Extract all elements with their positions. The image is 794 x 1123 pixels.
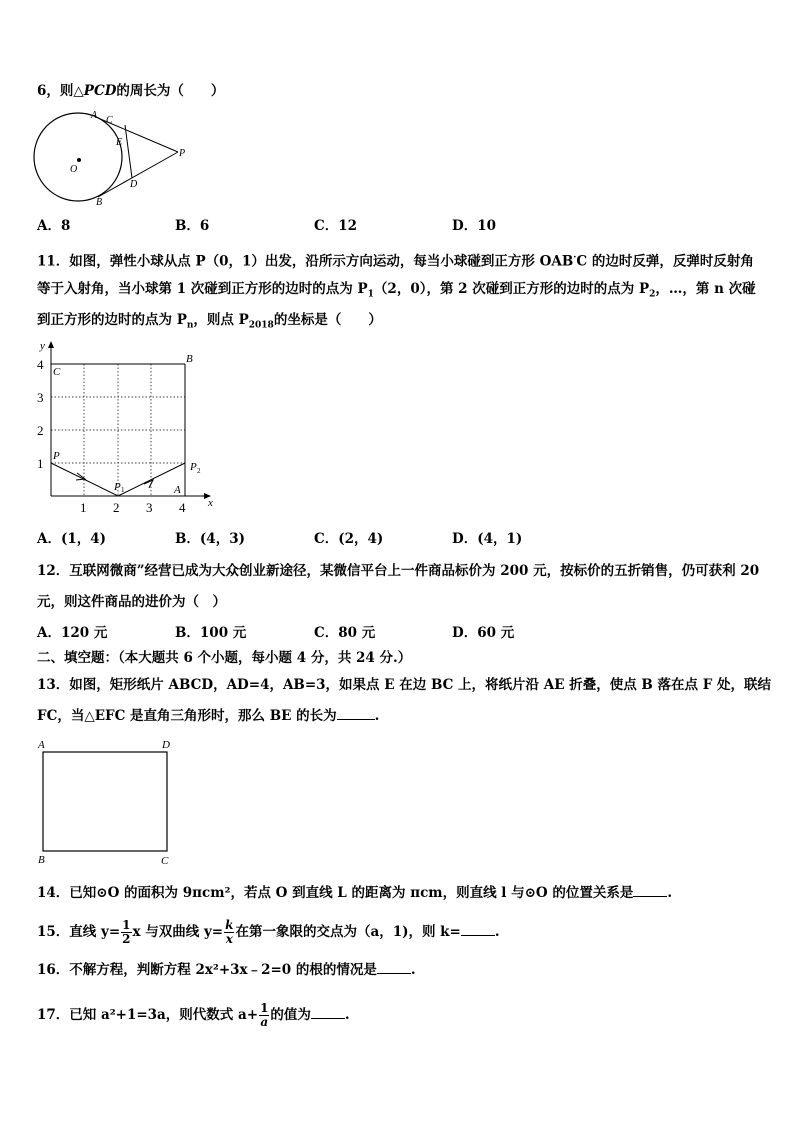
q15-line	[37, 919, 500, 946]
q10-option-d: D．10	[452, 218, 496, 234]
q14-end: .	[667, 885, 673, 901]
q17-fraction	[259, 1002, 269, 1029]
q13-answer-blank[interactable]	[337, 707, 375, 720]
q15-fraction-2	[224, 919, 234, 946]
q10-stem-pcd: PCD	[83, 83, 117, 99]
q10-option-b: B．6	[175, 218, 210, 234]
q11-line1-a: 11．如图，弹性小球从点 P（0，1）出发，沿所示方向运动，每当小球碰到正方形 OAB	[37, 253, 574, 270]
x-axis-label: x	[208, 497, 213, 509]
q17-line	[37, 1002, 350, 1029]
q11-line3-b: ，则点 P	[193, 312, 249, 328]
q15-mid: x 与双曲线 y=	[132, 924, 224, 940]
q15-fraction-1	[121, 919, 131, 946]
label-e: E	[116, 137, 123, 148]
q11-line1	[37, 248, 754, 272]
q10-stem-suffix: 的周长为（ ）	[116, 83, 225, 99]
q17-pre: 17．已知 a²+1=3a，则代数式 a+	[37, 1007, 259, 1023]
q15-end: .	[494, 924, 500, 940]
y-tick-2: 2	[37, 423, 44, 438]
q11-option-d: D．(4，1)	[452, 531, 523, 547]
label-p2: P	[190, 461, 197, 473]
q14-text: 14．已知⊙O 的面积为 9πcm²，若点 O 到直线 L 的距离为 πcm，则直线 l 与⊙O 的位置关系是	[37, 885, 634, 901]
q10-stem-prefix: 6，则	[37, 83, 74, 99]
q11-line2-a: 等于入射角，当小球第 1 次碰到正方形的边时的点为 P	[37, 281, 368, 297]
q12-option-d: D．60 元	[452, 625, 515, 641]
q11-line2-b: （2，0），第 2 次碰到正方形的边时的点为 P	[373, 281, 650, 297]
label-b: B	[186, 353, 193, 365]
q12-line2: 元，则这件商品的进价为（ ）	[37, 594, 226, 610]
q11-sub2018: 2018	[248, 320, 274, 331]
label-a: A	[91, 110, 98, 121]
q17-answer-blank[interactable]	[311, 1006, 345, 1019]
label-c: C	[106, 115, 113, 126]
q11-option-c: C．(2，4)	[314, 531, 384, 547]
q10-stem	[37, 81, 224, 101]
q15-answer-blank[interactable]	[461, 923, 495, 936]
label-d: D	[162, 739, 170, 751]
label-p1: P	[114, 481, 121, 493]
q15-pre: 15．直线 y=	[37, 924, 121, 940]
q11-sub1: 1	[367, 289, 374, 300]
q16-text: 16．不解方程，判断方程 2x²+3x﹣2=0 的根的情况是	[37, 962, 377, 978]
q10-stem-triangle: △	[73, 83, 84, 99]
x-tick-2: 2	[113, 500, 120, 515]
x-tick-1: 1	[80, 500, 87, 515]
q16-answer-blank[interactable]	[377, 961, 411, 974]
q13-line2-end: .	[374, 708, 380, 724]
label-p: P	[179, 148, 186, 159]
q13-line2-text: FC，当△EFC 是直角三角形时，那么 BE 的长为	[37, 708, 337, 724]
q13-line1: 13．如图，矩形纸片 ABCD，AD=4，AB=3，如果点 E 在边 BC 上，将纸片沿 AE 折叠，使点 B 落在点 F 处，联结	[37, 677, 772, 693]
q13-rectangle-figure	[35, 735, 180, 869]
circle-o	[34, 113, 122, 201]
q17-post: 的值为	[270, 1007, 311, 1023]
label-b: B	[96, 197, 103, 208]
q11-line3	[37, 310, 382, 336]
y-axis-arrow	[48, 341, 54, 348]
q10-option-a: A．8	[37, 218, 71, 234]
q11-line3-c: 的坐标是（ ）	[273, 312, 382, 328]
q11-option-a: A．(1，4)	[37, 531, 107, 547]
q14-answer-blank[interactable]	[633, 884, 667, 897]
y-tick-1: 1	[37, 456, 44, 471]
tangent-cd	[125, 125, 132, 178]
q11-line1-b: C 的边时反弹，反弹时反射角	[576, 253, 754, 270]
q11-option-b: B．(4，3)	[175, 531, 245, 547]
section2-title: 二、填空题：（本大题共 6 个小题，每小题 4 分，共 24 分.）	[37, 650, 412, 666]
q17-frac-num: 1	[260, 1001, 269, 1015]
q11-line3-a: 到正方形的边时的点为 P	[37, 312, 187, 328]
label-a: A	[174, 484, 181, 496]
q15-post: 在第一象限的交点为（a，1)，则 k=	[235, 924, 461, 940]
grid-lines	[51, 364, 185, 496]
label-b: B	[38, 854, 45, 866]
q12-option-b: B．100 元	[175, 625, 247, 641]
q12-option-a: A．120 元	[37, 625, 108, 641]
y-axis-label: y	[40, 340, 45, 352]
label-c: C	[161, 855, 169, 867]
q16-end: .	[410, 962, 416, 978]
y-tick-4: 4	[37, 357, 44, 372]
q10-option-c: C．12	[314, 218, 358, 234]
q13-line2	[37, 706, 379, 726]
label-p: P	[53, 450, 60, 462]
q15-frac2-den: x	[225, 932, 233, 946]
x-tick-3: 3	[146, 500, 153, 515]
q11-line2	[37, 279, 756, 305]
q11-sub2: 2	[649, 289, 656, 300]
label-p2-sub: 2	[197, 467, 201, 475]
tangent-pb	[98, 152, 178, 197]
y-tick-3: 3	[37, 390, 44, 405]
q15-frac1-den: 2	[122, 932, 131, 946]
q16-line	[37, 960, 416, 980]
q11-line2-c: ，…，第 n 次碰	[655, 281, 756, 297]
q15-frac2-num: k	[225, 918, 234, 932]
label-p1-sub: 1	[121, 486, 125, 494]
q15-frac1-num: 1	[122, 918, 131, 932]
q11-subn: n	[186, 320, 194, 331]
center-dot	[77, 158, 81, 162]
label-c: C	[53, 366, 61, 378]
label-a: A	[38, 739, 45, 751]
q17-end: .	[344, 1007, 350, 1023]
q12-line1: 12．互联网微商”经营已成为大众创业新途径，某微信平台上一件商品标价为 200 元，按标价的五折销售，仍可获利 20	[37, 563, 760, 579]
q11-square-grid-figure	[32, 338, 222, 516]
q11-prime-mark: ·	[573, 253, 577, 263]
q12-option-c: C．80 元	[314, 625, 376, 641]
q14-line	[37, 883, 672, 903]
rectangle-abcd	[43, 752, 167, 851]
q10-circle-tangent-figure	[30, 105, 200, 210]
q17-frac-den: a	[260, 1015, 269, 1029]
label-d: D	[130, 179, 138, 190]
label-o: O	[70, 164, 78, 175]
x-tick-4: 4	[179, 500, 186, 515]
